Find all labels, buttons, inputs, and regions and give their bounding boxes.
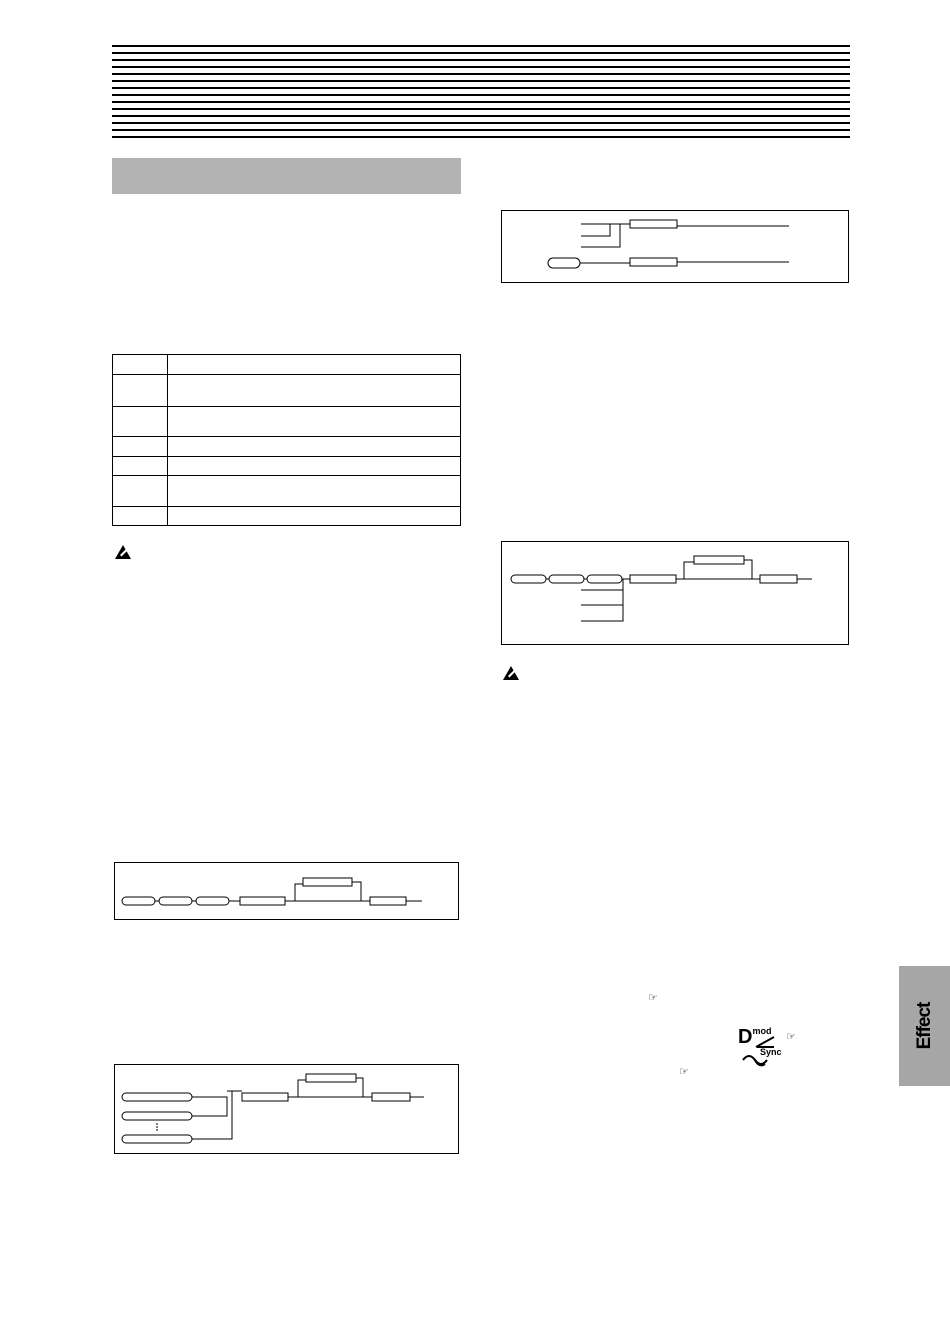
section-heading-bar [112,158,461,194]
table-row [113,476,461,507]
sync-logo-icon: Sync [760,1047,782,1057]
signal-diagram-3 [501,210,849,283]
reference-hand-icon: ☞ [648,991,658,1004]
reference-hand-icon: ☞ [679,1065,689,1078]
table-row [113,407,461,437]
caution-hand-icon [114,542,132,560]
side-tab-label: Effect [913,1002,935,1050]
signal-diagram-4 [501,541,849,645]
dmod-logo-letter: D [738,1026,753,1048]
caution-hand-icon [502,663,520,681]
parameter-table [112,354,461,526]
signal-diagram-2 [114,1064,459,1154]
signal-diagram-1 [114,862,459,920]
reference-hand-icon: ☞ [786,1030,796,1043]
table-row [113,437,461,457]
table-row [113,507,461,526]
table-row [113,375,461,407]
dmod-wave-icon [755,1032,775,1048]
table-row [113,355,461,375]
table-row [113,457,461,476]
side-tab [899,966,950,1086]
header-stripes [112,45,850,143]
dmod-logo-superscript: mod [752,1026,772,1036]
sync-wave-icon [741,1052,775,1068]
